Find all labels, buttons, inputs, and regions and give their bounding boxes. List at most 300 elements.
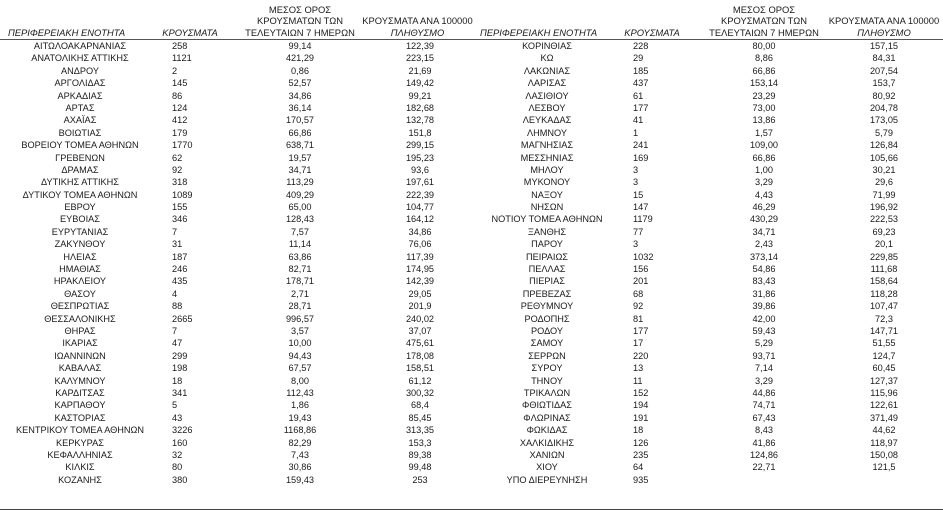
cell-per-100000: 44,62 [872, 425, 896, 436]
cell-7day-average: 93,71 [752, 350, 776, 361]
cell-per-100000: 80,92 [872, 90, 896, 101]
cell-7day-average: 36,14 [288, 102, 312, 113]
table-row [476, 275, 943, 287]
table-row [476, 461, 943, 473]
cell-cases: 155 [172, 202, 188, 213]
cell-per-100000: 76,06 [408, 239, 432, 250]
cell-7day-average: 80,00 [752, 41, 776, 51]
cell-cases: 3226 [172, 425, 193, 436]
cell-cases: 235 [633, 449, 649, 460]
table-row [0, 213, 476, 225]
cell-7day-average: 1,57 [755, 127, 773, 138]
cell-cases: 194 [633, 400, 649, 411]
cell-cases: 124 [172, 102, 188, 113]
table-row [476, 102, 943, 114]
cell-7day-average: 82,71 [288, 264, 312, 275]
cell-cases: 80 [172, 462, 183, 473]
table-row [0, 40, 476, 52]
cell-per-100000: 111,68 [870, 264, 898, 275]
table-row [0, 201, 476, 213]
cell-per-100000: 115,96 [870, 387, 898, 398]
cell-7day-average: 996,57 [285, 313, 315, 324]
cell-cases: 17 [633, 338, 644, 349]
cell-7day-average: 73,00 [752, 102, 776, 113]
cell-region: ΚΩ [540, 53, 554, 64]
cell-7day-average: 34,71 [752, 226, 776, 237]
cell-cases: 380 [172, 474, 188, 485]
cell-per-100000: 229,85 [869, 251, 899, 262]
table-row [476, 251, 943, 263]
cell-cases: 13 [633, 363, 644, 374]
cell-per-100000: 72,3 [875, 313, 893, 324]
cell-per-100000: 151,8 [408, 127, 432, 138]
cell-per-100000: 313,35 [405, 425, 435, 436]
table-row [476, 52, 943, 64]
cell-region: ΠΡΕΒΕΖΑΣ [522, 288, 572, 299]
table-row [476, 288, 943, 300]
cell-per-100000: 371,49 [869, 412, 899, 423]
table-row [476, 201, 943, 213]
cell-region: ΜΥΚΟΝΟΥ [523, 177, 571, 188]
cell-region: ΧΙΟΥ [536, 462, 558, 473]
header-per-line2: ΠΛΗΘΥΣΜΟ [857, 26, 911, 38]
cell-cases: 92 [633, 301, 644, 312]
cell-7day-average: 52,57 [288, 78, 312, 89]
cell-region: ΕΥΡΥΤΑΝΙΑΣ [51, 226, 109, 237]
cell-7day-average: 2,43 [755, 239, 773, 250]
table-row [0, 350, 476, 362]
cell-per-100000: 158,64 [869, 276, 899, 287]
cell-per-100000: 20,1 [875, 239, 893, 250]
cell-per-100000: 207,54 [869, 65, 899, 76]
cell-region: ΜΕΣΣΗΝΙΑΣ [520, 152, 574, 163]
cell-cases: 1 [633, 127, 639, 138]
cell-7day-average: 28,71 [288, 301, 312, 312]
cell-region: ΡΕΘΥΜΝΟΥ [520, 301, 574, 312]
cell-region: ΓΡΕΒΕΝΩΝ [55, 152, 105, 163]
cell-per-100000: 299,15 [405, 140, 435, 151]
table-row [0, 412, 476, 424]
table-bottom-rule [0, 509, 943, 510]
cell-cases: 201 [633, 276, 649, 287]
cell-cases: 81 [633, 313, 644, 324]
cell-cases: 169 [633, 152, 649, 163]
cell-per-100000: 153,3 [408, 437, 432, 448]
cell-per-100000: 127,37 [869, 375, 899, 386]
cell-region: ΗΡΑΚΛΕΙΟΥ [53, 276, 107, 287]
column-header-per-100000 [360, 0, 475, 38]
cell-7day-average: 1,86 [291, 400, 309, 411]
cell-7day-average: 128,43 [285, 214, 315, 225]
cell-per-100000: 197,61 [405, 177, 435, 188]
cell-per-100000: 204,78 [869, 102, 899, 113]
cell-cases: 156 [633, 264, 649, 275]
cell-per-100000: 105,66 [869, 152, 899, 163]
header-avg-line2: ΚΡΟΥΣΜΑΤΩΝ ΤΩΝ [720, 15, 808, 26]
cell-region: ΑΝΔΡΟΥ [60, 65, 99, 76]
table-row [0, 139, 476, 151]
cell-per-100000: 174,95 [405, 264, 435, 275]
table-row [476, 213, 943, 225]
table-row [0, 437, 476, 449]
cell-7day-average: 178,71 [285, 276, 315, 287]
cell-cases: 435 [172, 276, 188, 287]
cell-region: ΘΕΣΠΡΩΤΙΑΣ [50, 301, 110, 312]
table-row [476, 90, 943, 102]
cell-7day-average: 44,86 [752, 387, 776, 398]
table-row [0, 313, 476, 325]
cell-cases: 220 [633, 350, 649, 361]
cell-cases: 145 [172, 78, 188, 89]
cell-cases: 29 [633, 53, 644, 64]
cell-7day-average: 54,86 [752, 264, 776, 275]
cell-per-100000: 107,47 [869, 301, 899, 312]
cell-region: ΔΥΤΙΚΟΥ ΤΟΜΕΑ ΑΘΗΝΩΝ [22, 189, 138, 200]
column-header-per-100000 [826, 0, 942, 38]
cell-cases: 299 [172, 350, 188, 361]
cell-7day-average: 63,86 [288, 251, 312, 262]
table-row [0, 275, 476, 287]
cell-per-100000: 51,55 [872, 338, 896, 349]
cell-region: ΚΑΣΤΟΡΙΑΣ [54, 412, 106, 423]
cell-cases: 3 [633, 239, 639, 250]
cell-7day-average: 153,14 [749, 78, 779, 89]
cell-7day-average: 109,00 [749, 140, 779, 151]
cell-region: ΛΑΡΙΣΑΣ [527, 78, 567, 89]
cell-region: ΥΠΟ ΔΙΕΡΕΥΝΗΣΗ [506, 474, 588, 485]
cell-per-100000: 124,7 [872, 350, 896, 361]
cell-cases: 64 [633, 462, 644, 473]
cell-region: ΠΕΙΡΑΙΩΣ [526, 251, 568, 262]
header-avg-line3: ΤΕΛΕΥΤΑΙΩΝ 7 ΗΜΕΡΩΝ [709, 26, 819, 38]
table-row [0, 152, 476, 164]
cell-cases: 185 [633, 65, 649, 76]
cell-cases: 61 [633, 90, 644, 101]
cell-cases: 7 [172, 325, 178, 336]
cell-cases: 1121 [172, 53, 192, 64]
cell-7day-average: 42,00 [752, 313, 776, 324]
cell-cases: 3 [633, 164, 639, 175]
cell-per-100000: 164,12 [405, 214, 435, 225]
cell-cases: 160 [172, 437, 188, 448]
header-region-text: ΠΕΡΙΦΕΡΕΙΑΚΗ ΕΝΟΤΗΤΑ [480, 26, 598, 38]
table-row [0, 449, 476, 461]
table-row [0, 102, 476, 114]
table-row [0, 164, 476, 176]
cell-7day-average: 638,71 [285, 140, 315, 151]
cell-region: ΦΛΩΡΙΝΑΣ [523, 412, 571, 423]
cell-region: ΣΑΜΟΥ [530, 338, 564, 349]
table-row [0, 90, 476, 102]
table-row [0, 114, 476, 126]
table-row [0, 52, 476, 64]
cell-7day-average: 10,00 [288, 338, 312, 349]
table-row [476, 40, 943, 52]
cell-per-100000: 196,92 [869, 202, 899, 213]
cell-7day-average: 39,86 [752, 301, 776, 312]
column-header-region [480, 0, 630, 38]
cell-per-100000: 150,08 [869, 449, 899, 460]
cell-region: ΑΡΤΑΣ [65, 102, 95, 113]
cell-cases: 41 [633, 115, 644, 126]
header-per-line2: ΠΛΗΘΥΣΜΟ [390, 26, 445, 38]
cell-region: ΛΗΜΝΟΥ [526, 127, 568, 138]
cell-cases: 43 [172, 412, 183, 423]
cell-region: ΚΟΡΙΝΘΙΑΣ [522, 41, 572, 51]
table-row [476, 337, 943, 349]
table-row [476, 387, 943, 399]
cell-7day-average: 7,43 [291, 449, 309, 460]
cell-per-100000: 126,84 [869, 140, 899, 151]
table-row [476, 114, 943, 126]
cell-per-100000: 147,71 [869, 325, 899, 336]
cell-7day-average: 7,57 [291, 226, 309, 237]
cell-7day-average: 0,86 [291, 65, 309, 76]
cell-region: ΚΕΝΤΡΙΚΟΥ ΤΟΜΕΑ ΑΘΗΝΩΝ [15, 425, 145, 436]
cell-region: ΒΟΙΩΤΙΑΣ [58, 127, 102, 138]
cell-region: ΛΑΣΙΘΙΟΥ [525, 90, 569, 101]
cell-cases: 187 [172, 251, 188, 262]
header-per-line1: ΚΡΟΥΣΜΑΤΑ ΑΝΑ 100000 [362, 15, 473, 26]
header-avg-line3: ΤΕΛΕΥΤΑΙΩΝ 7 ΗΜΕΡΩΝ [245, 26, 355, 38]
cell-7day-average: 3,29 [755, 177, 773, 188]
table-row [0, 238, 476, 250]
cell-per-100000: 29,05 [408, 288, 432, 299]
cell-cases: 412 [172, 115, 188, 126]
table-row [476, 139, 943, 151]
cell-cases: 92 [172, 164, 183, 175]
cell-per-100000: 118,28 [870, 288, 898, 299]
cell-7day-average: 41,86 [752, 437, 776, 448]
cell-7day-average: 4,43 [755, 189, 773, 200]
cell-per-100000: 132,78 [405, 115, 435, 126]
cell-7day-average: 5,29 [755, 338, 773, 349]
cell-region: ΤΡΙΚΑΛΩΝ [523, 387, 571, 398]
cell-region: ΕΥΒΟΙΑΣ [60, 214, 100, 225]
cell-region: ΕΒΡΟΥ [64, 202, 96, 213]
cell-per-100000: 60,45 [872, 363, 896, 374]
cell-7day-average: 99,14 [288, 41, 312, 51]
table-row [476, 325, 943, 337]
cell-cases: 198 [172, 363, 188, 374]
cell-per-100000: 149,42 [405, 78, 435, 89]
cell-region: ΖΑΚΥΝΘΟΥ [54, 239, 106, 250]
table-row [476, 77, 943, 89]
table-row [0, 226, 476, 238]
cell-cases: 15 [633, 189, 644, 200]
table-row [0, 65, 476, 77]
cell-cases: 4 [172, 288, 178, 299]
table-row [476, 424, 943, 436]
cell-region: ΡΟΔΟΥ [530, 325, 563, 336]
cell-per-100000: 223,15 [405, 53, 435, 64]
cell-7day-average: 34,71 [288, 164, 312, 175]
cell-7day-average: 67,43 [752, 412, 776, 423]
header-avg-line2: ΚΡΟΥΣΜΑΤΩΝ ΤΩΝ [256, 15, 344, 26]
cell-per-100000: 71,99 [872, 189, 896, 200]
table-row [476, 474, 943, 486]
cell-cases: 86 [172, 90, 183, 101]
table-row [476, 226, 943, 238]
cell-cases: 177 [633, 102, 649, 113]
cell-region: ΝΗΣΩΝ [530, 202, 564, 213]
table-row [476, 189, 943, 201]
cell-7day-average: 66,86 [288, 127, 312, 138]
cell-cases: 5 [172, 400, 178, 411]
column-header-cases [622, 0, 682, 38]
cell-7day-average: 8,00 [291, 375, 309, 386]
cell-per-100000: 117,39 [406, 251, 434, 262]
cell-per-100000: 104,77 [405, 202, 435, 213]
cell-per-100000: 29,6 [875, 177, 893, 188]
cell-7day-average: 409,29 [285, 189, 315, 200]
right-rows [476, 40, 943, 486]
table-row [476, 65, 943, 77]
cell-region: ΠΙΕΡΙΑΣ [529, 276, 565, 287]
cell-cases: 241 [633, 140, 649, 151]
table-row [0, 127, 476, 139]
cell-per-100000: 142,39 [405, 276, 435, 287]
cell-cases: 62 [172, 152, 183, 163]
cell-cases: 346 [172, 214, 188, 225]
cell-7day-average: 1168,86 [283, 425, 317, 436]
cell-region: ΜΑΓΝΗΣΙΑΣ [520, 140, 574, 151]
table-row [476, 300, 943, 312]
cell-7day-average: 74,71 [752, 400, 776, 411]
cell-7day-average: 373,14 [749, 251, 779, 262]
table-row [0, 288, 476, 300]
cell-region: ΚΟΖΑΝΗΣ [58, 474, 102, 485]
cell-7day-average: 112,43 [286, 387, 314, 398]
cell-cases: 11 [633, 375, 643, 386]
cell-region: ΚΑΡΠΑΘΟΥ [54, 400, 106, 411]
cell-7day-average: 23,29 [752, 90, 776, 101]
cell-region: ΚΕΡΚΥΡΑΣ [56, 437, 104, 448]
table-row [0, 461, 476, 473]
cell-region: ΙΚΑΡΙΑΣ [62, 338, 98, 349]
cell-7day-average: 2,71 [291, 288, 309, 299]
cell-per-100000: 85,45 [408, 412, 432, 423]
cell-cases: 1032 [633, 251, 654, 262]
table-row [0, 375, 476, 387]
cell-region: ΚΑΡΔΙΤΣΑΣ [55, 387, 105, 398]
table-row [476, 176, 943, 188]
cell-cases: 191 [633, 412, 649, 423]
cell-7day-average: 22,71 [752, 462, 776, 473]
cell-7day-average: 94,43 [288, 350, 312, 361]
cell-region: ΠΑΡΟΥ [531, 239, 563, 250]
cell-7day-average: 83,43 [752, 276, 776, 287]
cell-per-100000: 158,51 [405, 363, 435, 374]
cell-region: ΘΕΣΣΑΛΟΝΙΚΗΣ [44, 313, 116, 324]
cell-region: ΚΑΛΥΜΝΟΥ [54, 375, 106, 386]
cell-region: ΑΧΑΪΑΣ [63, 115, 97, 126]
cell-region: ΚΕΦΑΛΛΗΝΙΑΣ [47, 449, 113, 460]
header-cases-text: ΚΡΟΥΣΜΑΤΑ [162, 26, 218, 38]
header-avg-line1: ΜΕΣΟΣ ΟΡΟΣ [732, 3, 796, 15]
cell-per-100000: 173,05 [869, 115, 899, 126]
cell-region: ΡΟΔΟΠΗΣ [524, 313, 570, 324]
table-row [0, 474, 476, 486]
cell-7day-average: 8,43 [755, 425, 773, 436]
cell-cases: 88 [172, 301, 183, 312]
cell-cases: 341 [172, 387, 188, 398]
cell-region: ΧΑΛΚΙΔΙΚΗΣ [519, 437, 575, 448]
cell-7day-average: 82,29 [288, 437, 312, 448]
cell-per-100000: 475,61 [405, 338, 435, 349]
cell-per-100000: 118,97 [870, 437, 898, 448]
table-row [0, 189, 476, 201]
cell-cases: 3 [633, 177, 639, 188]
cell-cases: 258 [172, 41, 188, 51]
column-header-7day-average [240, 0, 360, 38]
cell-region: ΘΑΣΟΥ [64, 288, 96, 299]
cell-7day-average: 34,86 [288, 90, 312, 101]
cell-region: ΞΑΝΘΗΣ [527, 226, 567, 237]
column-header-region [8, 0, 158, 38]
cell-cases: 147 [633, 202, 649, 213]
table-row [0, 337, 476, 349]
cell-per-100000: 195,23 [405, 152, 435, 163]
cell-per-100000: 222,53 [869, 214, 899, 225]
cell-cases: 7 [172, 226, 178, 237]
cell-7day-average: 11,14 [288, 239, 312, 250]
header-avg-line1: ΜΕΣΟΣ ΟΡΟΣ [268, 3, 332, 15]
cell-cases: 126 [633, 437, 649, 448]
cell-cases: 18 [633, 425, 644, 436]
cell-cases: 152 [633, 387, 649, 398]
cell-region: ΑΡΓΟΛΙΔΑΣ [54, 78, 106, 89]
cell-per-100000: 21,69 [408, 65, 432, 76]
table-row [476, 238, 943, 250]
cell-per-100000: 61,12 [408, 375, 432, 386]
table-row [0, 77, 476, 89]
table-row [0, 362, 476, 374]
cell-region: ΝΟΤΙΟΥ ΤΟΜΕΑ ΑΘΗΝΩΝ [491, 214, 603, 225]
table-row [476, 399, 943, 411]
cell-per-100000: 253 [412, 474, 428, 485]
cell-cases: 179 [172, 127, 188, 138]
cell-per-100000: 121,5 [872, 462, 896, 473]
cell-region: ΧΑΝΙΩΝ [529, 449, 565, 460]
cell-region: ΒΟΡΕΙΟΥ ΤΟΜΕΑ ΑΘΗΝΩΝ [21, 140, 139, 151]
cell-cases: 2665 [172, 313, 193, 324]
cell-region: ΚΑΒΑΛΑΣ [58, 363, 102, 374]
cell-cases: 47 [172, 338, 183, 349]
table-row [0, 263, 476, 275]
table-row [476, 437, 943, 449]
table-row [476, 313, 943, 325]
cell-region: ΑΙΤΩΛΟΑΚΑΡΝΑΝΙΑΣ [33, 41, 127, 51]
cell-region: ΣΥΡΟΥ [531, 363, 563, 374]
cell-region: ΔΡΑΜΑΣ [61, 164, 99, 175]
cell-region: ΜΗΛΟΥ [530, 164, 564, 175]
cell-region: ΤΗΝΟΥ [531, 375, 563, 386]
cell-7day-average: 19,57 [288, 152, 312, 163]
table-row [0, 300, 476, 312]
cell-per-100000: 300,32 [405, 387, 435, 398]
cell-7day-average: 66,86 [752, 152, 776, 163]
cell-per-100000: 99,21 [408, 90, 432, 101]
cell-7day-average: 1,00 [755, 164, 773, 175]
cell-region: ΠΕΛΛΑΣ [528, 264, 566, 275]
cell-region: ΛΑΚΩΝΙΑΣ [523, 65, 571, 76]
cell-cases: 935 [633, 474, 649, 485]
cell-per-100000: 93,6 [411, 164, 429, 175]
cell-per-100000: 5,79 [875, 127, 893, 138]
cell-per-100000: 37,07 [408, 325, 432, 336]
cell-per-100000: 68,4 [411, 400, 429, 411]
